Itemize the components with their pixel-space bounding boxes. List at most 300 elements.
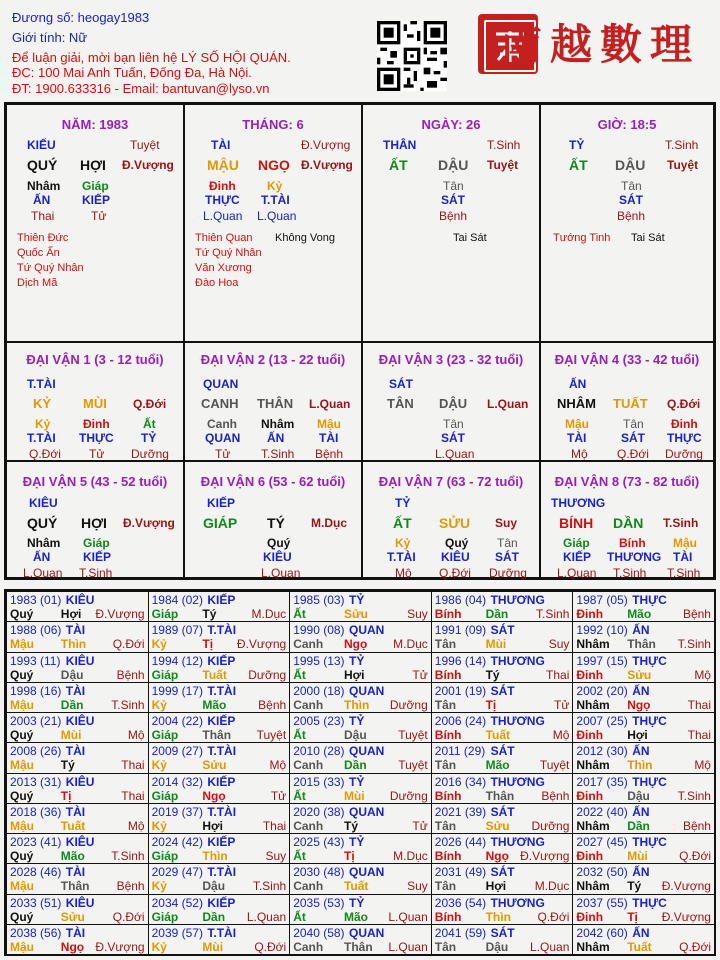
hidden-stage: T.Sinh xyxy=(667,566,701,580)
year-cell xyxy=(148,833,291,864)
year-chi: Hợi xyxy=(343,667,365,682)
year-stage: Thai xyxy=(687,728,711,742)
year-cell xyxy=(431,773,574,804)
year-cell xyxy=(6,773,149,804)
year-can: Kỷ xyxy=(151,879,167,894)
year-chi: Tý xyxy=(343,818,358,833)
year-cell xyxy=(431,894,574,925)
year-cell xyxy=(572,894,715,925)
year-chi: Sửu xyxy=(60,909,85,924)
hidden-can: Mậu xyxy=(673,536,697,550)
year-cell xyxy=(289,894,432,925)
year-stage: L.Quan xyxy=(388,909,428,924)
year-label: 2027 (45) xyxy=(576,835,628,849)
year-can: Nhâm xyxy=(576,879,610,894)
dai-van-can: QUÝ xyxy=(27,515,58,531)
year-chi: Tuất xyxy=(485,728,511,742)
year-cell xyxy=(431,863,574,894)
dai-van-chi: TÝ xyxy=(267,515,285,531)
year-label: 2014 (32) xyxy=(151,774,203,789)
year-chi: Dậu xyxy=(343,728,367,742)
hidden-stage: L.Quan xyxy=(435,447,475,461)
year-god: QUAN xyxy=(348,744,385,759)
year-god: KIÊU xyxy=(65,653,95,668)
dai-van-2 xyxy=(184,342,362,461)
year-god: TÀI xyxy=(65,925,86,940)
hidden-can: Tân xyxy=(497,536,518,550)
year-can: Bính xyxy=(434,849,462,863)
year-chi: Dần xyxy=(202,909,226,924)
than-sat: Tướng Tinh xyxy=(553,232,611,244)
year-god: T.TÀI xyxy=(207,744,237,759)
year-god: KIẾP xyxy=(207,714,236,728)
year-god: TỶ xyxy=(348,895,365,910)
year-god: ẤN xyxy=(632,865,650,880)
year-stage: Đ.Vượng xyxy=(236,637,287,652)
year-cell xyxy=(572,652,715,683)
year-can: Bính xyxy=(434,728,462,742)
year-label: 2017 (35) xyxy=(576,774,628,789)
year-god: SÁT xyxy=(490,623,515,638)
year-god: QUAN xyxy=(348,865,385,880)
dai-van-god: SÁT xyxy=(389,377,413,391)
year-chi: Hợi xyxy=(485,879,507,894)
year-stage: Bệnh xyxy=(116,667,145,682)
pillar-stage: T.Sinh xyxy=(665,138,699,152)
year-cell xyxy=(148,712,291,743)
year-can: Mậu xyxy=(10,879,34,894)
year-label: 2011 (29) xyxy=(434,744,486,759)
hidden-can: Kỷ xyxy=(267,179,283,193)
year-stage: Suy xyxy=(407,879,428,894)
hidden-can: Ất xyxy=(143,417,156,431)
year-label: 2008 (26) xyxy=(10,744,62,759)
year-god: ẤN xyxy=(632,804,650,819)
year-label: 2022 (40) xyxy=(576,804,628,819)
hidden-god: ẤN xyxy=(33,550,51,564)
year-can: Mậu xyxy=(10,939,34,954)
year-god: TÀI xyxy=(65,623,86,638)
year-cell xyxy=(572,621,715,652)
year-cell xyxy=(431,591,574,622)
year-cell xyxy=(572,773,715,804)
year-stage: Q.Đới xyxy=(679,849,711,863)
year-can: Ất xyxy=(293,788,306,803)
hidden-god: KIẾP xyxy=(82,193,111,207)
year-label: 2018 (36) xyxy=(10,804,62,819)
year-stage: Suy xyxy=(407,607,428,621)
dai-van-chi: SỬU xyxy=(439,515,471,531)
year-cell xyxy=(6,894,149,925)
hidden-stage: Q.Đới xyxy=(617,447,649,461)
year-cell xyxy=(431,652,574,683)
year-god: THƯƠNG xyxy=(490,653,545,668)
year-cell xyxy=(289,863,432,894)
year-label: 2006 (24) xyxy=(434,714,487,728)
year-stage: M.Dục xyxy=(393,637,428,652)
year-can: Nhâm xyxy=(576,818,610,833)
year-cell xyxy=(431,803,574,834)
year-label: 2025 (43) xyxy=(293,835,345,849)
year-god: KIẾP xyxy=(207,774,236,789)
year-chi: Mùi xyxy=(485,637,507,652)
year-god: QUAN xyxy=(348,683,385,698)
year-cell xyxy=(148,682,291,713)
year-god: TỶ xyxy=(348,714,365,728)
year-stage: T.Sinh xyxy=(677,788,711,803)
year-stage: Mộ xyxy=(127,818,145,833)
year-god: ẤN xyxy=(632,623,650,638)
year-label: 2021 (39) xyxy=(434,804,487,819)
year-cell xyxy=(148,742,291,773)
year-label: 1986 (04) xyxy=(434,593,487,607)
phone-email: ĐT: 1900.633316 - Email: bantuvan@lyso.vn xyxy=(12,81,270,96)
hidden-can: Tân xyxy=(623,417,644,431)
dai-van-god: ẤN xyxy=(569,377,587,391)
year-stage: Dưỡng xyxy=(531,818,570,833)
year-chi: Dậu xyxy=(202,879,226,894)
hidden-stage: Dưỡng xyxy=(665,447,703,461)
dai-van-god: KIÊU xyxy=(29,496,58,510)
than-sat: Đào Hoa xyxy=(195,277,239,289)
year-stage: Bệnh xyxy=(682,607,711,621)
year-god: KIẾP xyxy=(207,653,236,668)
year-stage: Q.Đới xyxy=(537,909,570,924)
year-stage: Thai xyxy=(262,818,287,833)
qr-code-graphic xyxy=(377,21,447,91)
year-god: TỶ xyxy=(348,835,365,849)
year-can: Canh xyxy=(293,939,324,954)
year-stage: Dưỡng xyxy=(389,788,428,803)
than-sat: Tứ Quý Nhân xyxy=(17,262,84,274)
hidden-god: KIẾP xyxy=(563,550,592,564)
pillar-chi: DẬU xyxy=(438,157,469,173)
year-cell xyxy=(148,652,291,683)
dai-van-can: KỶ xyxy=(33,396,52,411)
year-label: 2013 (31) xyxy=(10,774,62,789)
year-cell xyxy=(148,621,291,652)
hidden-can: Kỷ xyxy=(395,536,411,550)
pillar-chi-stage: Tuyệt xyxy=(487,158,519,172)
year-chi: Sửu xyxy=(627,667,652,682)
year-stage: Q.Đới xyxy=(679,939,711,954)
year-can: Ất xyxy=(293,607,306,621)
hidden-stage: Dưỡng xyxy=(489,566,527,580)
year-god: KIẾP xyxy=(207,895,236,910)
year-chi: Mùi xyxy=(343,788,365,803)
year-god: TỶ xyxy=(348,653,365,668)
year-can: Bính xyxy=(434,909,462,924)
year-chi: Tuất xyxy=(627,939,652,954)
year-label: 2016 (34) xyxy=(434,774,487,789)
hidden-stage: Mộ xyxy=(395,566,412,580)
year-god: T.TÀI xyxy=(207,683,237,698)
year-can: Kỷ xyxy=(151,818,167,833)
dai-van-6 xyxy=(184,461,362,578)
year-can: Bính xyxy=(434,788,462,803)
year-chi: Ngọ xyxy=(627,697,651,712)
pillar-chi-stage: Tuyệt xyxy=(667,158,699,172)
year-cell xyxy=(289,621,432,652)
year-can: Ất xyxy=(293,849,306,863)
hidden-stage: Thai xyxy=(31,209,55,223)
year-can: Kỷ xyxy=(151,939,167,954)
year-cell xyxy=(148,924,291,955)
hidden-god: SÁT xyxy=(441,193,465,207)
year-cell xyxy=(148,591,291,622)
hidden-can: Quý xyxy=(445,536,469,550)
year-can: Đinh xyxy=(576,607,604,621)
year-label: 2024 (42) xyxy=(151,835,203,849)
year-can: Quý xyxy=(10,788,34,803)
year-label: 2030 (48) xyxy=(293,865,345,880)
pillar-stage: Tuyệt xyxy=(130,138,160,152)
year-stage: Bệnh xyxy=(116,879,145,894)
pillar-can: ẤT xyxy=(569,157,588,173)
dai-van-god: KIẾP xyxy=(207,496,236,510)
year-label: 1983 (01) xyxy=(10,593,62,607)
year-stage: T.Sinh xyxy=(111,697,145,712)
year-stage: L.Quan xyxy=(246,909,287,924)
year-chi: Thân xyxy=(627,637,656,652)
year-stage: Bệnh xyxy=(682,818,711,833)
year-god: TÀI xyxy=(65,804,86,819)
year-stage: Mộ xyxy=(694,758,711,773)
year-label: 2007 (25) xyxy=(576,714,628,728)
year-can: Nhâm xyxy=(576,939,610,954)
dai-van-chi: MÙI xyxy=(83,396,107,411)
year-god: KIÊU xyxy=(65,835,95,849)
dai-van-7 xyxy=(362,461,540,578)
than-sat: Văn Xương xyxy=(195,262,252,274)
year-god: THỰC xyxy=(632,653,667,668)
year-can: Tân xyxy=(434,939,457,954)
year-can: Giáp xyxy=(151,667,179,682)
year-cell xyxy=(431,682,574,713)
pillar-month xyxy=(184,104,362,342)
than-sat: Quốc Ấn xyxy=(17,247,60,259)
hidden-stage: L.Quan xyxy=(23,566,63,580)
dai-van-title: ĐẠI VẬN 5 (43 - 52 tuổi) xyxy=(22,474,168,489)
year-stage: T.Sinh xyxy=(111,849,145,863)
year-god: QUAN xyxy=(348,804,385,819)
year-label: 1984 (02) xyxy=(151,593,203,607)
year-label: 2002 (20) xyxy=(576,683,628,698)
year-can: Bính xyxy=(434,607,462,621)
than-sat: Thiên Quan xyxy=(195,232,253,244)
year-can: Ất xyxy=(293,667,306,682)
year-can: Quý xyxy=(10,667,34,682)
dai-van-stage: Suy xyxy=(495,516,518,530)
owner-name: Đương số: heogay1983 xyxy=(12,10,150,25)
year-chi: Tuất xyxy=(202,667,227,682)
year-cell xyxy=(289,773,432,804)
year-chi: Mùi xyxy=(60,728,82,742)
year-god: THỰC xyxy=(632,714,667,728)
year-label: 2009 (27) xyxy=(151,744,203,759)
year-chi: Thìn xyxy=(60,637,87,652)
year-god: KIÊU xyxy=(65,774,95,789)
hidden-god: THỰC xyxy=(205,193,240,207)
year-chi: Hợi xyxy=(202,818,223,833)
year-label: 2033 (51) xyxy=(10,895,62,910)
pillar-title: NGÀY: 26 xyxy=(421,117,481,132)
year-chi: Thìn xyxy=(343,697,370,712)
year-chi: Tuất xyxy=(343,879,369,894)
year-label: 1990 (08) xyxy=(293,623,345,638)
than-sat: Dịch Mã xyxy=(17,277,58,289)
year-god: SÁT xyxy=(490,925,515,940)
year-can: Quý xyxy=(10,728,34,742)
hidden-god: T.TÀI xyxy=(387,550,416,564)
pillar-god: KIẾU xyxy=(27,138,56,152)
year-can: Ất xyxy=(293,728,306,742)
dai-van-title: ĐẠI VẬN 4 (33 - 42 tuổi) xyxy=(554,352,700,367)
year-can: Nhâm xyxy=(576,637,610,652)
dai-van-chi: DẦN xyxy=(613,515,644,531)
year-cell xyxy=(148,863,291,894)
year-can: Giáp xyxy=(151,607,179,621)
year-label: 1989 (07) xyxy=(151,623,203,638)
year-cell xyxy=(6,803,149,834)
year-cell xyxy=(6,742,149,773)
hidden-stage: T.Sinh xyxy=(261,447,295,461)
gender: Giới tính: Nữ xyxy=(12,30,88,45)
year-can: Canh xyxy=(293,697,324,712)
pillar-can: MẬU xyxy=(207,157,239,173)
hidden-god: KIÊU xyxy=(263,550,292,564)
year-god: KIẾP xyxy=(207,835,236,849)
dai-van-1 xyxy=(6,342,184,461)
year-cell xyxy=(572,924,715,955)
pillar-year xyxy=(6,104,184,342)
pillar-can: QUÝ xyxy=(27,157,58,173)
hidden-stage: L.Quan xyxy=(203,209,243,223)
year-stage: Đ.Vượng xyxy=(95,607,145,621)
hidden-god: KIÊU xyxy=(441,550,470,564)
year-label: 1994 (12) xyxy=(151,653,203,668)
year-cell xyxy=(431,621,574,652)
hidden-can: Kỷ xyxy=(35,417,51,431)
hidden-stage: Dưỡng xyxy=(131,447,169,461)
year-god: KIẾP xyxy=(207,593,236,607)
year-chi: Mão xyxy=(485,758,510,773)
year-god: SÁT xyxy=(490,865,515,880)
year-god: SÁT xyxy=(490,744,515,759)
year-chi: Dần xyxy=(343,758,367,773)
year-stage: Bệnh xyxy=(541,788,570,803)
year-god: SÁT xyxy=(490,683,515,698)
hidden-stage: Bệnh xyxy=(315,447,344,461)
year-chi: Thìn xyxy=(627,758,653,773)
year-stage: Bệnh xyxy=(258,697,287,712)
year-god: KIÊU xyxy=(65,895,95,910)
year-stage: Tuyệt xyxy=(398,728,428,742)
hidden-can: Giáp xyxy=(83,536,110,550)
dai-van-can: CANH xyxy=(201,396,239,411)
year-god: T.TÀI xyxy=(207,804,237,819)
tu-tru-grid xyxy=(4,102,716,580)
year-cell xyxy=(572,712,715,743)
year-label: 2000 (18) xyxy=(293,683,345,698)
year-can: Canh xyxy=(293,879,324,894)
pillar-stage: Đ.Vượng xyxy=(301,138,351,152)
year-label: 1992 (10) xyxy=(576,623,628,638)
pillar-day xyxy=(362,104,540,342)
year-cell xyxy=(431,924,574,955)
year-stage: Tử xyxy=(412,818,428,833)
dai-van-title: ĐẠI VẬN 3 (23 - 32 tuổi) xyxy=(378,352,524,367)
year-label: 2026 (44) xyxy=(434,835,487,849)
year-cell xyxy=(6,712,149,743)
pillar-title: NĂM: 1983 xyxy=(61,117,129,132)
year-god: SÁT xyxy=(490,804,515,819)
year-stage: Đ.Vượng xyxy=(95,939,145,954)
year-label: 1996 (14) xyxy=(434,653,487,668)
year-stage: T.Sinh xyxy=(536,607,570,621)
year-stage: Thai xyxy=(121,788,145,803)
year-stage: Dưỡng xyxy=(389,697,428,712)
year-label: 2034 (52) xyxy=(151,895,203,910)
pillar-chi-stage: Đ.Vượng xyxy=(301,158,353,172)
hidden-stage: Bệnh xyxy=(617,209,646,223)
dai-van-chi: HỢI xyxy=(81,515,107,531)
hidden-can: Đinh xyxy=(209,179,236,193)
dai-van-chi: TUẤT xyxy=(613,396,648,411)
year-label: 1998 (16) xyxy=(10,683,62,698)
year-cell xyxy=(148,773,291,804)
year-cell xyxy=(289,924,432,955)
dai-van-title: ĐẠI VẬN 1 (3 - 12 tuổi) xyxy=(26,352,164,367)
year-stage: Thai xyxy=(121,758,145,773)
year-can: Tân xyxy=(434,637,457,652)
year-chi: Mùi xyxy=(202,939,224,954)
year-stage: Thai xyxy=(546,667,570,682)
year-can: Ất xyxy=(293,909,306,924)
dai-van-can: ẤT xyxy=(393,515,412,531)
year-can: Đinh xyxy=(576,667,604,682)
year-cell xyxy=(289,682,432,713)
year-label: 2012 (30) xyxy=(576,744,628,759)
hidden-stage: T.Sinh xyxy=(79,566,113,580)
year-god: TÀI xyxy=(65,683,86,698)
year-label: 2036 (54) xyxy=(434,895,487,910)
dai-van-god: T.TÀI xyxy=(27,377,56,391)
year-god: T.TÀI xyxy=(207,623,237,638)
hidden-stage: Tử xyxy=(89,447,105,461)
hidden-can: Mậu xyxy=(565,417,589,431)
year-label: 2037 (55) xyxy=(576,895,628,910)
pillar-can: ẤT xyxy=(389,157,408,173)
dai-van-god: THƯƠNG xyxy=(551,496,606,510)
dai-van-god: TỶ xyxy=(395,496,411,510)
pillar-hour xyxy=(540,104,714,342)
year-can: Đinh xyxy=(576,788,604,803)
hidden-stage: T.Sinh xyxy=(613,566,647,580)
dai-van-can: GIÁP xyxy=(203,515,238,531)
year-god: THỰC xyxy=(632,835,667,849)
year-stage: Q.Đới xyxy=(254,939,287,954)
than-sat: Không Vong xyxy=(275,232,335,244)
year-chi: Thân xyxy=(202,728,232,742)
year-cell xyxy=(289,591,432,622)
year-cell xyxy=(289,742,432,773)
year-label: 1988 (06) xyxy=(10,623,62,638)
year-chi: Dậu xyxy=(485,939,509,954)
dai-van-title: ĐẠI VẬN 2 (13 - 22 tuổi) xyxy=(200,352,346,367)
year-can: Đinh xyxy=(576,728,604,742)
year-cell xyxy=(572,803,715,834)
